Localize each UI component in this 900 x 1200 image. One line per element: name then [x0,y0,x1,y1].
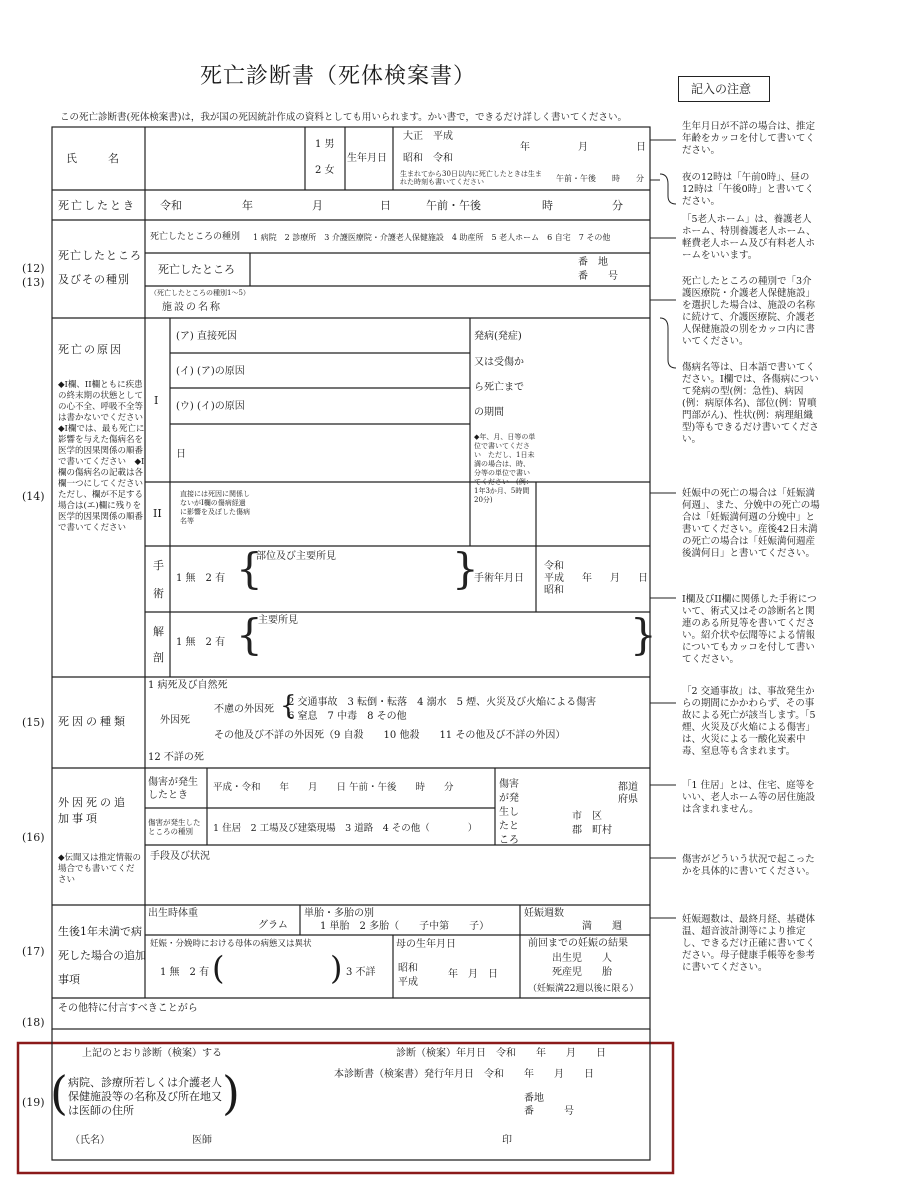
name-label: 氏 名 [66,152,122,165]
cause-a-field[interactable] [265,319,469,352]
surgery-month-unit: 月 [610,573,620,584]
page-title: 死亡診断書（死体検案書） [200,64,477,89]
kind-external-label: 外因死 [160,715,190,726]
mother-dob-label: 母の生年月日 [396,939,456,950]
place-label-1: 死亡したところ [58,249,142,262]
autopsy-brace-left: { [236,610,263,659]
period-fields[interactable] [537,319,649,545]
period-note: ◆年、月、日等の単位で書いてください ただし、1日未満の場合は、時、分等の単位で書いてください (例：1年3か月、5時間20分) [474,433,536,504]
birth-weight-label: 出生時体重 [148,908,198,919]
cause-section-ii: II [153,507,162,520]
multiple-birth-label: 単胎・多胎の別 [304,908,374,919]
place-type-options[interactable]: 1 病院 2 診療所 3 介護医療院・介護老人保健施設 4 助産所 5 老人ホーム 6 自宅 7 その他 [253,233,611,242]
prev-stillbirths[interactable]: 死産児 胎 [552,967,612,978]
cert-diagnosis-date[interactable]: 診断（検案）年月日 令和 年 月 日 [396,1048,606,1059]
injury-city-unit: 市 区 [572,811,602,822]
death-hour-unit: 時 [542,199,553,212]
multiple-birth-options[interactable]: 1 単胎 2 多胎（ 子中第 子） [320,921,490,932]
gestation-field[interactable]: 満 週 [582,921,622,932]
note-time: 夜の12時は「午前0時」、昼の12時は「午後0時」と書いてください。 [682,172,815,207]
injury-means-label: 手段及び状況 [150,851,210,862]
row-number-19: (19) [22,1096,45,1109]
injury-means-field[interactable] [146,866,648,904]
period-label-2: 又は受傷か [474,357,524,368]
autopsy-brace-right: } [630,610,657,659]
place-label-2: 及びその種別 [58,273,130,286]
external-label: 外因死の追加事項 [58,796,128,825]
maternal-brace-right: ) [330,949,343,987]
cause-ii-field[interactable] [265,483,535,545]
cause-section-i: I [154,394,159,407]
autopsy-label-2: 剖 [153,651,164,664]
dob-label: 生年月日 [347,153,387,164]
surgery-findings-label: 部位及び主要所見 [256,551,336,562]
injury-pref-unit: 都道府県 [618,782,638,805]
other-notes-label: その他特に付言すべきことがら [58,1003,198,1014]
kind-accident-list-2[interactable]: 6 窒息 7 中毒 8 その他 [288,711,407,722]
surgery-brace-left: { [236,544,263,593]
facility-name-field[interactable] [250,287,648,317]
period-label-3: ら死亡まで [474,382,524,393]
note-dob: 生年月日が不詳の場合は、推定年齢をカッコを付して書いてください。 [682,121,816,156]
row-number-12: (12) [22,262,45,275]
death-year-unit: 年 [242,199,253,212]
cert-bango: 番 号 [524,1106,574,1117]
injury-town-unit: 郡 町村 [572,825,612,836]
facility-small-label: （死亡したところの種別1〜5） [150,289,250,297]
autopsy-label-1: 解 [153,625,164,638]
cause-b-field[interactable] [265,354,469,387]
period-label-4: の期間 [474,407,504,418]
mother-dob-era[interactable]: 昭和 平成 [398,963,428,988]
note-traffic: 「2 交通事故」は、事故発生からの期間にかかわらず、その事故による死亡が該当します。「5 煙、火災及び火焔による傷害」は、火災による一酸化炭素中毒、窒息等も含まれます。 [682,686,816,757]
death-minute-unit: 分 [612,199,623,212]
sex-male-option[interactable]: 1 男 [315,139,335,150]
row-number-18: (18) [22,1016,45,1029]
prev-live-births[interactable]: 出生児 人 [552,953,612,964]
cause-c-field[interactable] [265,389,469,423]
intro-text: この死亡診断書(死体検案書)は，我が国の死因統計作成の資料としても用いられます。かい書で，できるだけ詳しく書いてください。 [60,112,627,123]
injury-place-type-options[interactable]: 1 住居 2 工場及び建築現場 3 道路 4 その他（ ） [213,823,478,834]
death-ampm[interactable]: 午前・午後 [426,199,481,212]
surgery-label-1: 手 [153,559,164,572]
maternal-brace-left: ( [212,949,225,987]
note-facility: 死亡したところの種別で「3介護医療院・介護老人保健施設」を選択した場合は、施設の名称に続けて、介護医療院、介護老人保健施設の別をカッコ内に書いてください。 [682,276,816,347]
injury-time-label: 傷害が発生したとき [148,777,198,801]
maternal-unknown-option[interactable]: 3 不詳 [346,967,376,978]
name-field[interactable] [146,128,304,189]
surgery-label-2: 術 [153,587,164,600]
cert-seal: 印 [502,1135,512,1146]
birth-weight-unit: グラム [258,920,288,931]
external-side-note: ◆伝聞又は推定情報の場合でも書いてください [58,853,142,885]
notes-box-label: 記入の注意 [691,82,752,96]
facility-name-label: 施設の名称 [162,302,222,313]
prev-stillbirth-note: （妊娠満22週以後に限る） [528,984,639,994]
cause-c-label: (ウ) (イ)の原因 [176,401,245,412]
cert-hospital-label: 病院、診療所若しくは介護老人保健施設等の名称及び所在地又は医師の住所 [68,1076,222,1117]
death-time-label: 死亡したとき [58,199,136,212]
death-era: 令和 [160,199,182,212]
cert-banchi: 番地 [524,1093,544,1104]
note-gestation: 妊娠週数は、最終月経、基礎体温、超音波計測等により推定し、できるだけ正確に書いてください。母子健康手帳等を参考に書いてください。 [682,914,816,973]
maternal-condition-label: 妊娠・分娩時における母体の病態又は異状 [150,939,312,949]
kind-label: 死因の種類 [58,715,128,728]
kind-accident-list-1[interactable]: 2 交通事故 3 転倒・転落 4 溺水 5 煙、火災及び火焔による傷害 [288,697,597,708]
cause-side-note: ◆I欄、II欄ともに疾患の終末期の状態としての心不全、呼吸不全等は書かないでください ◆I欄では、最も死亡に影響を与えた傷病名を医学的因果関係の順番で書いてください ◆I欄の傷病名の記載は各欄一つにしてください ただし、欄が不足する場合は(エ)欄に残りを医学的因果関係の順番で書いてください [58,380,152,533]
kind-natural-option[interactable]: 1 病死及び自然死 [148,680,228,691]
autopsy-findings-label: 主要所見 [258,615,298,626]
place-where-label: 死亡したところ [158,263,235,276]
note-disease-names: 傷病名等は、日本語で書いてください。I欄では、各傷病について発病の型(例：急性)、病因(例：病原体名)、部位(例：胃噴門部がん)、性状(例：病理組織型)等もできるだけ書いてください。 [682,362,819,445]
note-pregnancy: 妊娠中の死亡の場合は「妊娠満何週」、また、分娩中の死亡の場合は「妊娠満何週の分娩中」と書いてください。産後42日未満の死亡の場合は「妊娠満何週産後満何日」と書いてください。 [682,488,820,559]
injury-time-field[interactable]: 平成・令和 年 月 日 午前・午後 時 分 [213,782,454,793]
maternal-condition-options[interactable]: 1 無 2 有 [160,967,210,978]
row-number-17: (17) [22,945,45,958]
surgery-date-label: 手術年月日 [474,573,524,584]
place-bango: 番 号 [578,271,618,282]
surgery-era[interactable]: 令和 平成 昭和 [544,561,574,596]
surgery-option[interactable]: 1 無 2 有 [176,573,226,584]
cause-b-label: (イ) (ア)の原因 [176,366,245,377]
cause-d-label: 日 [176,449,186,460]
row-number-13: (13) [22,276,45,289]
cert-doctor-label: 医師 [192,1135,212,1146]
birth-time-field[interactable]: 午前・午後 時 分 [556,174,644,183]
period-label-1: 発病(発症) [474,331,522,342]
cert-hospital-brace-right: ) [222,1066,240,1120]
dob-month-unit: 月 [578,142,588,153]
cause-label: 死亡の原因 [58,343,123,356]
infant-label: 生後1年未満で病死した場合の追加事項 [58,925,146,986]
row-number-14: (14) [22,490,45,503]
surgery-day-unit: 日 [638,573,648,584]
dob-era-2[interactable]: 昭和 令和 [403,153,453,164]
row-number-15: (15) [22,716,45,729]
infant-time-note: 生まれてから30日以内に死亡したときは生まれた時刻も書いてください [400,170,542,186]
sex-female-option[interactable]: 2 女 [315,165,335,176]
kind-other-external[interactable]: その他及び不詳の外因死（9 自殺 10 他殺 11 その他及び不詳の外因） [214,730,566,741]
kind-accident-brace: { [280,691,297,721]
cert-issue-date[interactable]: 本診断書（検案書）発行年月日 令和 年 月 日 [334,1069,594,1080]
dob-era-1[interactable]: 大正 平成 [403,131,453,142]
injury-place-label: 傷害が発生したところ [499,779,519,846]
cert-hospital-brace-left: ( [50,1066,68,1120]
cert-statement: 上記のとおり診断（検案）する [82,1048,222,1059]
cause-d-field[interactable] [265,425,469,481]
cert-address-field[interactable] [250,1085,520,1125]
cause-ii-note: 直接には死因に関係しないがI欄の傷病経過に影響を及ぼした傷病名等 [180,490,250,525]
gestation-label: 妊娠週数 [524,908,564,919]
note-nursing-home: 「5老人ホーム」は、養護老人ホーム、特別養護老人ホーム、軽費老人ホーム及び有料老人ホームをいいます。 [682,214,816,261]
surgery-year-unit: 年 [582,573,592,584]
kind-accident-label: 不慮の外因死 [214,704,274,715]
death-day-unit: 日 [380,199,391,212]
cert-doctor-name-field[interactable] [220,1130,490,1152]
dob-day-unit: 日 [636,142,646,153]
place-banchi: 番 地 [578,257,608,268]
cert-name-label: （氏名） [70,1135,110,1146]
surgery-brace-right: } [452,544,479,593]
note-circumstances: 傷害がどういう状況で起こったかを具体的に書いてください。 [682,854,816,877]
injury-place-type-label: 傷害が発生したところの種別 [148,818,201,836]
prev-pregnancy-label: 前回までの妊娠の結果 [528,938,628,949]
cause-a-label: (ア) 直接死因 [176,331,237,342]
other-notes-field[interactable] [53,1016,649,1039]
dob-year-unit: 年 [520,142,530,153]
autopsy-option[interactable]: 1 無 2 有 [176,637,226,648]
note-surgery: I欄及びII欄に関係した手術について、術式又はその診断名と関連のある所見等を書いてください。紹介状や伝聞等による情報についてもカッコを付して書いてください。 [682,594,817,665]
row-number-16: (16) [22,831,45,844]
place-type-label: 死亡したところの種別 [150,232,241,242]
note-residence: 「1 住居」とは、住宅、庭等をいい、老人ホーム等の居住施設は含まれません。 [682,780,816,815]
kind-unknown-option[interactable]: 12 不詳の死 [148,752,204,763]
death-month-unit: 月 [312,199,323,212]
mother-dob-units: 年 月 日 [448,969,498,980]
place-address-field[interactable] [251,254,571,285]
